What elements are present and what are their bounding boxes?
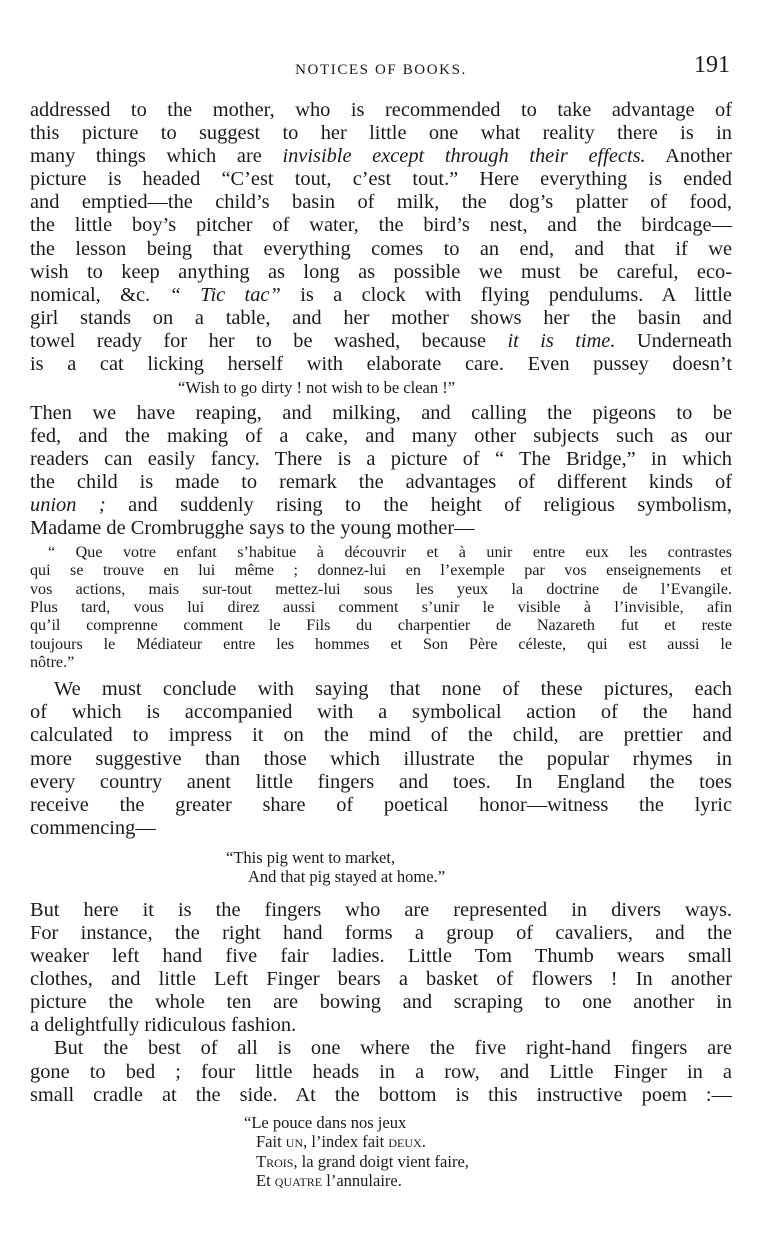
verse-line: “This pig went to market, — [226, 847, 396, 867]
text-line: readers can easily fancy. There is a picture of “ The Bridge,” in which — [30, 447, 732, 470]
text-line: nomical, &c. “ Tic tac” is a clock with flying pendulums. A little — [30, 283, 732, 306]
text-line: and emptied—the child’s basin of milk, the dog’s platter of food, — [30, 191, 732, 214]
verse-line: Et quatre l’annulaire. — [256, 1171, 402, 1191]
text-line: fed, and the making of a cake, and many other subjects such as our — [30, 424, 732, 447]
verse-line: And that pig stayed at home.” — [248, 867, 446, 887]
quote-line: vos actions, mais sur-tout mettez-lui sous les yeux la doctrine de l’Evangile. — [30, 580, 732, 598]
quote-line: qu’il comprenne comment le Fils du charpentier de Nazareth fut et reste — [30, 617, 732, 635]
page-body — [30, 99, 732, 1197]
quote-line: nôtre.” — [30, 653, 75, 671]
quote-line: “Wish to go dirty ! not wish to be clean !” — [178, 378, 456, 398]
emphasis: union ; — [30, 494, 106, 516]
text-line: more suggestive than those which illustrate the popular rhymes in — [30, 747, 732, 770]
text-line: receive the greater share of poetical honor—witness the lyric — [30, 793, 732, 816]
quote-line: qui se trouve en lui même ; donnez-lui en l’exemple par vos enseignements et — [30, 562, 732, 580]
verse-pig — [226, 848, 732, 887]
text-line: the child is made to remark the advantages of different kinds of — [30, 470, 732, 493]
text-line: But the best of all is one where the five right-hand fingers are — [54, 1037, 732, 1060]
verse-pouce — [244, 1113, 732, 1191]
text-line: small cradle at the side. At the bottom is this instructive poem :— — [30, 1083, 732, 1106]
verse-line: “Le pouce dans nos jeux — [244, 1112, 407, 1132]
text-line: weaker left hand five fair ladies. Little Tom Thumb wears small — [30, 945, 732, 968]
paragraph-3 — [30, 678, 732, 840]
quote-line: toujours le Médiateur entre les hommes et Son Père céleste, qui est aussi le — [30, 635, 732, 653]
text-line: is a cat licking herself with elaborate care. Even pussey doesn’t — [30, 353, 732, 376]
text-line: Then we have reaping, and milking, and calling the pigeons to be — [30, 401, 732, 424]
text-line: the lesson being that everything comes to an end, and that if we — [30, 237, 732, 260]
paragraph-5 — [30, 1037, 732, 1106]
running-title: NOTICES OF BOOKS. — [295, 62, 467, 78]
text-line: For instance, the right hand forms a group of cavaliers, and the — [30, 922, 732, 945]
text-line: gone to bed ; four little heads in a row, and Little Finger in a — [30, 1060, 732, 1083]
emphasis: “ Tic tac” — [169, 283, 281, 306]
text-line: clothes, and little Left Finger bears a basket of flowers ! In another — [30, 968, 732, 991]
verse-line: Fait un, l’index fait deux. — [256, 1132, 426, 1152]
text-line: commencing— — [30, 816, 156, 839]
text-line: picture the whole ten are bowing and scraping to one another in — [30, 991, 732, 1014]
text-line: of which is accompanied with a symbolical action of the hand — [30, 701, 732, 724]
quote-line: Plus tard, vous lui direz aussi comment s’unir le visible à l’invisible, afin — [30, 599, 732, 617]
paragraph-4 — [30, 899, 732, 1038]
text-line: this picture to suggest to her little one what reality there is in — [30, 122, 732, 145]
text-line: Madame de Crombrugghe says to the young mother— — [30, 517, 475, 540]
text-line: every country anent little fingers and toes. In England the toes — [30, 770, 732, 793]
verse-line: Trois, la grand doigt vient faire, — [256, 1151, 469, 1171]
text-line: calculated to impress it on the mind of the child, are prettier and — [30, 724, 732, 747]
text-line: many things which are invisible except through their effects. Another — [30, 145, 732, 168]
paragraph-2 — [30, 402, 732, 541]
text-line: wish to keep anything as long as possible we must be careful, eco- — [30, 260, 732, 283]
text-line: We must conclude with saying that none of these pictures, each — [54, 678, 732, 701]
text-line: the little boy’s pitcher of water, the bird’s nest, and the birdcage— — [30, 214, 732, 237]
french-quote — [30, 544, 732, 672]
quote-pussey — [178, 378, 732, 398]
text-line: towel ready for her to be washed, because it is time. Underneath — [30, 329, 732, 352]
text-line: union ; and suddenly rising to the height of religious symbolism, — [30, 494, 733, 516]
running-head — [30, 52, 732, 84]
text-line: picture is headed “C’est tout, c’est tout.” Here everything is ended — [30, 168, 732, 191]
paragraph-1 — [30, 99, 732, 376]
text-line: But here it is the fingers who are represented in divers ways. — [30, 898, 732, 921]
text-line: addressed to the mother, who is recommended to take advantage of — [30, 99, 732, 121]
quote-line: “ Que votre enfant s’habitue à découvrir et à unir entre eux les contrastes — [48, 544, 732, 562]
text-line: girl stands on a table, and her mother shows her the basin and — [30, 306, 732, 329]
emphasis: invisible except through their effects. — [282, 145, 646, 168]
text-line: a delightfully ridiculous fashion. — [30, 1014, 297, 1037]
emphasis: it is time. — [507, 329, 616, 352]
page-number: 191 — [694, 52, 730, 78]
